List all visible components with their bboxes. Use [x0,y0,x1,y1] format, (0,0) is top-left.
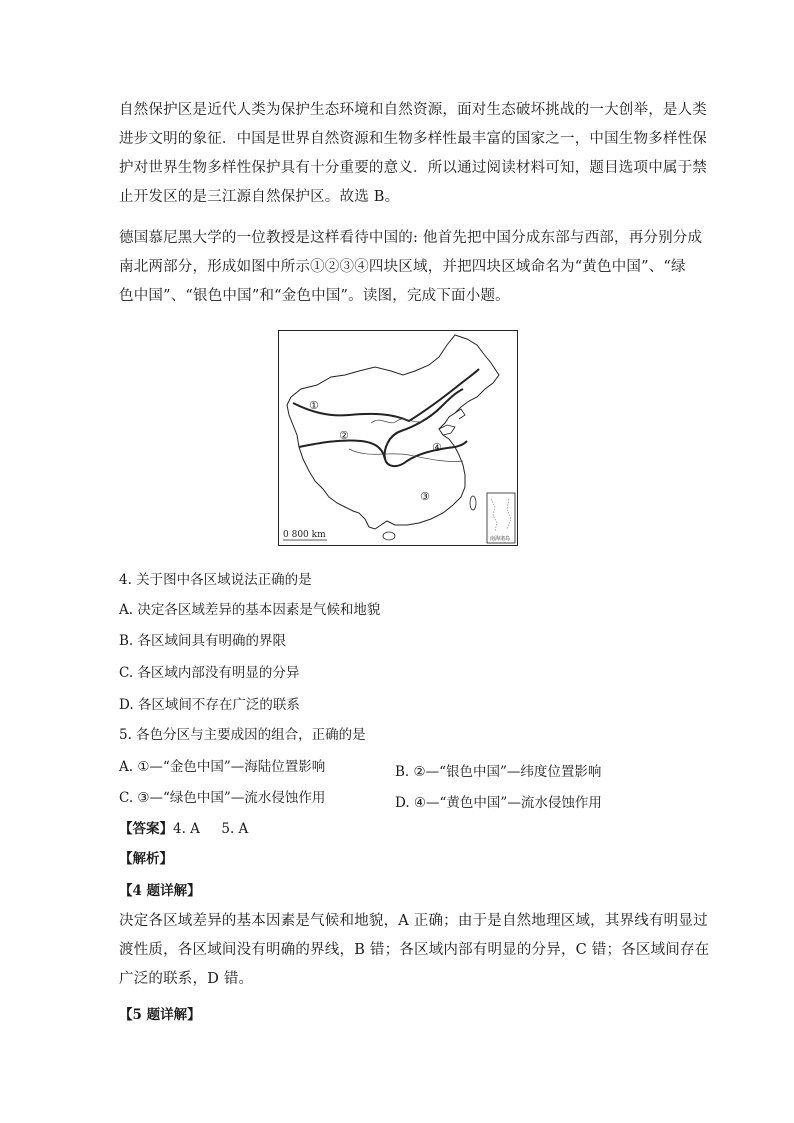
question-4-stem: 4. 关于图中各区域说法正确的是 [119,572,312,588]
material-paragraph [119,224,703,311]
answer-line [119,815,248,844]
q4-detail-line: 渡性质，各区域间没有明确的界线，B 错；各区域内部有明显的分异，C 错；各区域间存在 [119,942,710,958]
region-label-4: ④ [432,441,442,454]
q4-detail-line: 决定各区域差异的基本因素是气候和地貌，A 正确；由于是自然地理区域，其界线有明显过 [119,913,708,929]
question-5-stem: 5. 各色分区与主要成因的组合，正确的是 [119,727,366,743]
question-5-option-b: B. ②—“银色中国”—纬度位置影响 [395,764,602,780]
answer-label: 【答案】 [119,821,173,837]
material-line: 色中国”、“银色中国”和“金色中国”。读图，完成下面小题。 [119,288,510,304]
boundary-line-1 [293,369,479,421]
intro-line: 自然保护区是近代人类为保护生态环境和自然资源，面对生态破坏挑战的一大创举，是人类 [119,102,707,118]
china-region-map [278,330,518,546]
question-5-option-a: A. ①—“金色中国”—海陆位置影响 [119,759,326,775]
intro-line: 止开发区的是三江源自然保护区。故选 B。 [119,189,400,205]
taiwan-island [470,496,476,510]
inset-label: 南海诸岛 [490,536,511,542]
question-4-option-c: C. 各区域内部没有明显的分异 [119,665,300,681]
intro-line: 进步文明的象征．中国是世界自然资源和生物多样性最丰富的国家之一，中国生物多样性保 [119,131,707,147]
question-4-option-d: D. 各区域间不存在广泛的联系 [119,697,300,713]
region-label-3: ③ [420,490,430,503]
china-outline [287,335,499,529]
intro-paragraph [119,96,707,212]
region-label-2: ② [339,429,349,442]
q4-detail-heading: 【4 题详解】 [119,883,201,899]
region-label-1: ① [309,399,319,412]
scale-bar-label: 0 800 km [283,530,326,540]
question-5-option-c: C. ③—“绿色中国”—流水侵蚀作用 [119,790,326,806]
question-4-option-b: B. 各区域间具有明确的界限 [119,633,287,649]
boundary-line-3 [385,389,463,459]
hainan-island [383,532,395,540]
q4-detail-line: 广泛的联系，D 错。 [119,971,254,987]
question-4-option-a: A. 决定各区域差异的基本因素是气候和地貌 [119,602,381,618]
question-5-option-d: D. ④—“黄色中国”—流水侵蚀作用 [395,795,602,811]
intro-line: 护对世界生物多样性保护具有十分重要的意义．所以通过阅读材料可知，题目选项中属于禁 [119,160,707,176]
q5-detail-heading: 【5 题详解】 [119,1007,201,1023]
answer-value: 4. A 5. A [173,821,249,837]
q4-detail-paragraph [119,907,710,994]
analysis-label: 【解析】 [119,851,173,867]
material-line: 德国慕尼黑大学的一位教授是这样看待中国的: 他首先把中国分成东部与西部，再分别分成 [119,230,703,246]
material-line: 南北两部分，形成如图中所示①②③④四块区域，并把四块区域命名为“黄色中国”、“绿 [119,259,686,275]
